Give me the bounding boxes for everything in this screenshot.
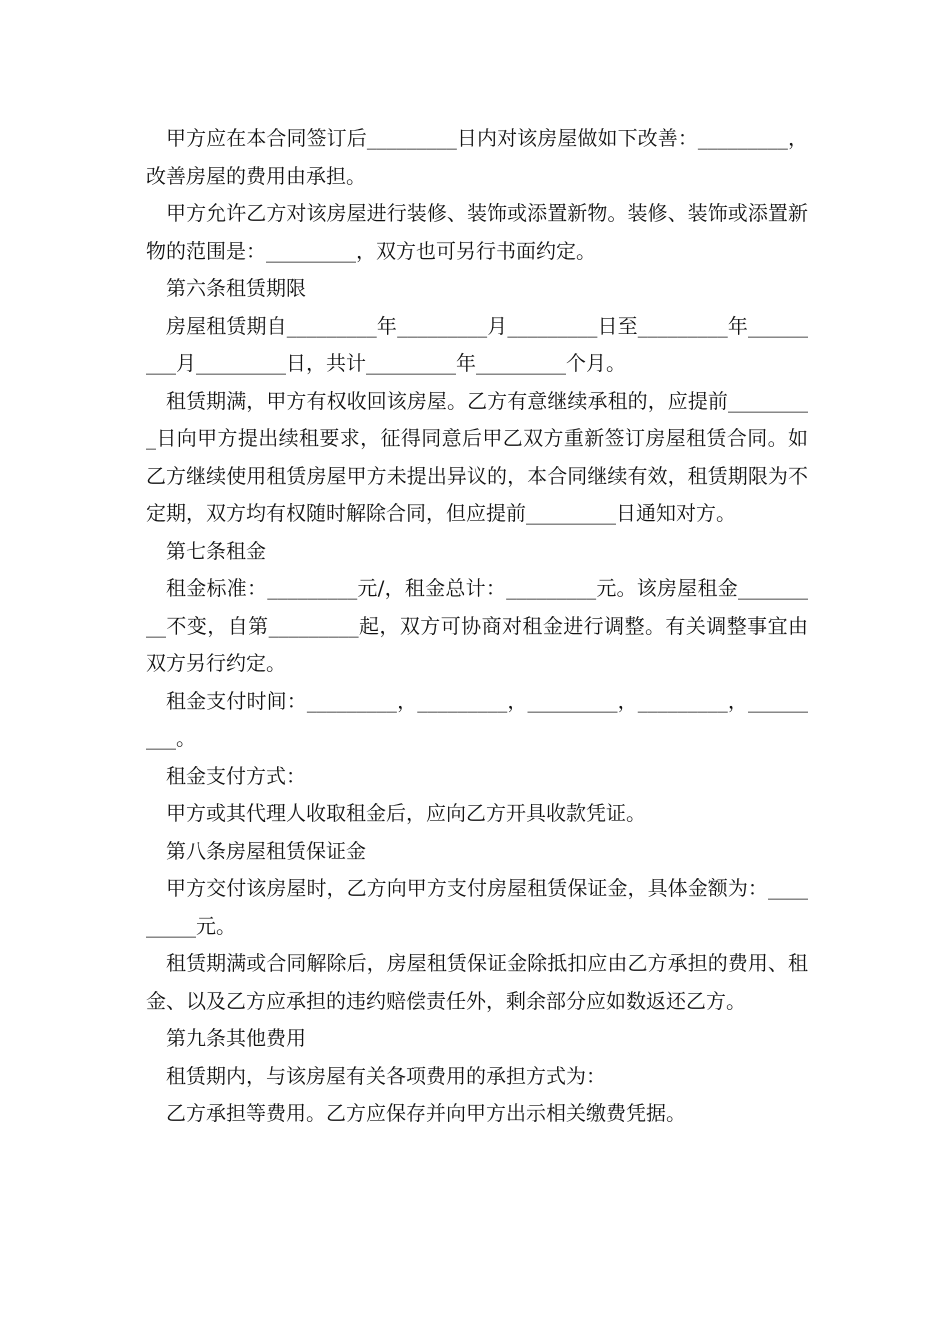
- paragraph-deposit-return: 租赁期满或合同解除后，房屋租赁保证金除抵扣应由乙方承担的费用、租金、以及乙方应承担的违约赔偿责任外，剩余部分应如数返还乙方。: [146, 951, 808, 1013]
- document-body: [146, 120, 808, 1133]
- heading-article-7: 第七条租金: [166, 538, 266, 563]
- paragraph-lease-term: 房屋租赁期自_________年_________月_________日至_________年_________月_________日，共计_________年_________个月。: [146, 313, 808, 375]
- paragraph-fees-during-lease: 租赁期内，与该房屋有关各项费用的承担方式为：: [166, 1063, 606, 1088]
- heading-article-9: 第九条其他费用: [166, 1026, 306, 1050]
- paragraph-fees-tenant: 乙方承担等费用。乙方应保存并向甲方出示相关缴费凭据。: [166, 1101, 686, 1125]
- paragraph-rent-standard: 租金标准：_________元/，租金总计：_________元。该房屋租金_________不变，自第_________起，双方可协商对租金进行调整。有关调整事宜由双方另行约定。: [146, 576, 808, 675]
- paragraph-rent-payment-time: 租金支付时间：_________，_________，_________，_________，_________。: [146, 688, 808, 750]
- heading-rent-payment-method: 租金支付方式：: [166, 763, 306, 788]
- heading-article-6: 第六条租赁期限: [166, 276, 306, 300]
- paragraph-decoration: 甲方允许乙方对该房屋进行装修、装饰或添置新物。装修、装饰或添置新物的范围是：_________，双方也可另行书面约定。: [146, 201, 808, 263]
- paragraph-lease-expiry: 租赁期满，甲方有权收回该房屋。乙方有意继续承租的，应提前_________日向甲方提出续租要求，征得同意后甲乙双方重新签订房屋租赁合同。如乙方继续使用租赁房屋甲方未提出异议的，本合同继续有效，租赁期限为不定期，双方均有权随时解除合同，但应提前_________日通知对方。: [146, 388, 808, 525]
- paragraph-receipt: 甲方或其代理人收取租金后，应向乙方开具收款凭证。: [166, 801, 646, 825]
- paragraph-improvement: 甲方应在本合同签订后_________日内对该房屋做如下改善：_________，改善房屋的费用由承担。: [146, 126, 808, 188]
- heading-article-8: 第八条房屋租赁保证金: [166, 838, 366, 863]
- paragraph-deposit-amount: 甲方交付该房屋时，乙方向甲方支付房屋租赁保证金，具体金额为：_________元。: [146, 876, 808, 938]
